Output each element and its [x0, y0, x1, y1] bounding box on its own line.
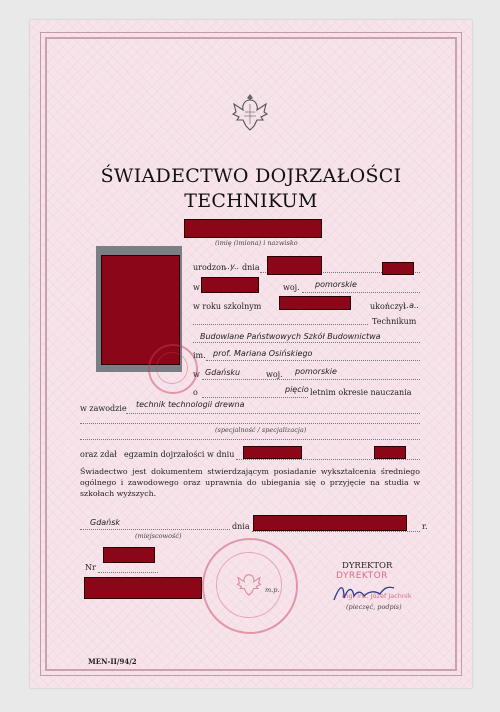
redacted-issue-date: [254, 516, 406, 530]
school-year-label: w roku szkolnym: [193, 302, 262, 311]
name-caption: (imię (imiona) i nazwisko: [215, 239, 298, 247]
director-name: mgr inż. Józef Jachnik: [342, 592, 412, 600]
patron-line: [206, 360, 420, 361]
eagle-emblem-icon: [230, 90, 270, 134]
redacted-number-2: [85, 578, 201, 598]
redacted-number: [104, 548, 154, 562]
duration-suffix: letnim okresie nauczania: [310, 388, 412, 397]
place-caption: (miejscowość): [135, 532, 182, 540]
school-name-line: [193, 342, 420, 343]
voivodeship-value-1: pomorskie: [315, 280, 357, 289]
place-line: [80, 529, 230, 530]
city-line: [202, 379, 420, 380]
issue-place: Gdańsk: [90, 518, 121, 527]
born-label: urodzon: [193, 263, 227, 272]
completed-label: ukończył: [370, 302, 406, 311]
school-seal-small-inner: [156, 352, 188, 384]
nr-line: [98, 572, 158, 573]
redacted-exam-year: [375, 447, 405, 458]
profession-line-2: [80, 423, 420, 424]
certificate-subtitle: TECHNIKUM: [184, 190, 318, 212]
nr-label: Nr: [85, 563, 96, 572]
exam-date-line: [236, 459, 420, 460]
completed-suffix: ..a..: [404, 301, 420, 310]
technikum-label: Technikum: [372, 317, 417, 326]
mp-label: m.p.: [265, 586, 280, 594]
redacted-birth-date: [268, 257, 321, 274]
profession-line: [126, 413, 420, 414]
profession-label: w zawodzie: [80, 404, 127, 413]
signature-caption: (pieczęć, podpis): [346, 603, 402, 611]
date-line: [252, 531, 420, 532]
redacted-birth-place: [202, 278, 258, 292]
voivodeship-label-2: woj.: [266, 370, 283, 379]
redacted-birth-year: [383, 263, 413, 274]
date-suffix: r.: [422, 522, 428, 531]
date-label: dnia: [232, 522, 250, 531]
in-label: w: [193, 283, 200, 292]
form-code: MEN-II/94/2: [88, 657, 137, 666]
profession-line-3: [80, 439, 420, 440]
profession-value: technik technologii drewna: [136, 400, 245, 409]
redacted-exam-date: [244, 447, 301, 458]
redacted-school-year: [280, 297, 350, 309]
director-stamp: DYREKTOR: [336, 571, 388, 581]
voivodeship-label-1: woj.: [283, 283, 300, 292]
statement-paragraph: Świadectwo jest dokumentem stwierdzającym posiadanie wykształcenia średniego ogólnego i zawodowego oraz uprawnia do ubiegania się o przyjęcie na studia w szkołach wyższych.: [80, 467, 420, 498]
technikum-line: [193, 324, 368, 325]
certificate-title: ŚWIADECTWO DOJRZAŁOŚCI: [100, 165, 402, 187]
o-label: o: [193, 388, 198, 397]
seal-eagle-icon: [235, 568, 263, 598]
exam-text-2: egzamin dojrzałości w dniu: [124, 450, 235, 459]
redacted-name: [185, 220, 321, 237]
im-label: im.: [193, 351, 206, 360]
voivodeship-line-1: [302, 292, 420, 293]
patron-name: prof. Mariana Osińskiego: [213, 349, 313, 358]
certificate-sheet: [30, 20, 472, 688]
school-name: Budowlane Państwowych Szkół Budownictwa: [200, 332, 381, 341]
director-title: DYREKTOR: [342, 561, 393, 571]
profession-caption: (specjalność / specjalizacja): [215, 426, 307, 434]
day-label: dnia: [242, 263, 260, 272]
exam-text: oraz zdał: [80, 450, 117, 459]
school-city: Gdańsku: [205, 368, 241, 377]
voivodeship-value-2: pomorskie: [295, 367, 337, 376]
in-label-2: w: [193, 370, 200, 379]
duration-line: [202, 397, 308, 398]
duration-value: pięcio: [285, 385, 309, 394]
born-suffix: ..y..: [225, 262, 240, 271]
